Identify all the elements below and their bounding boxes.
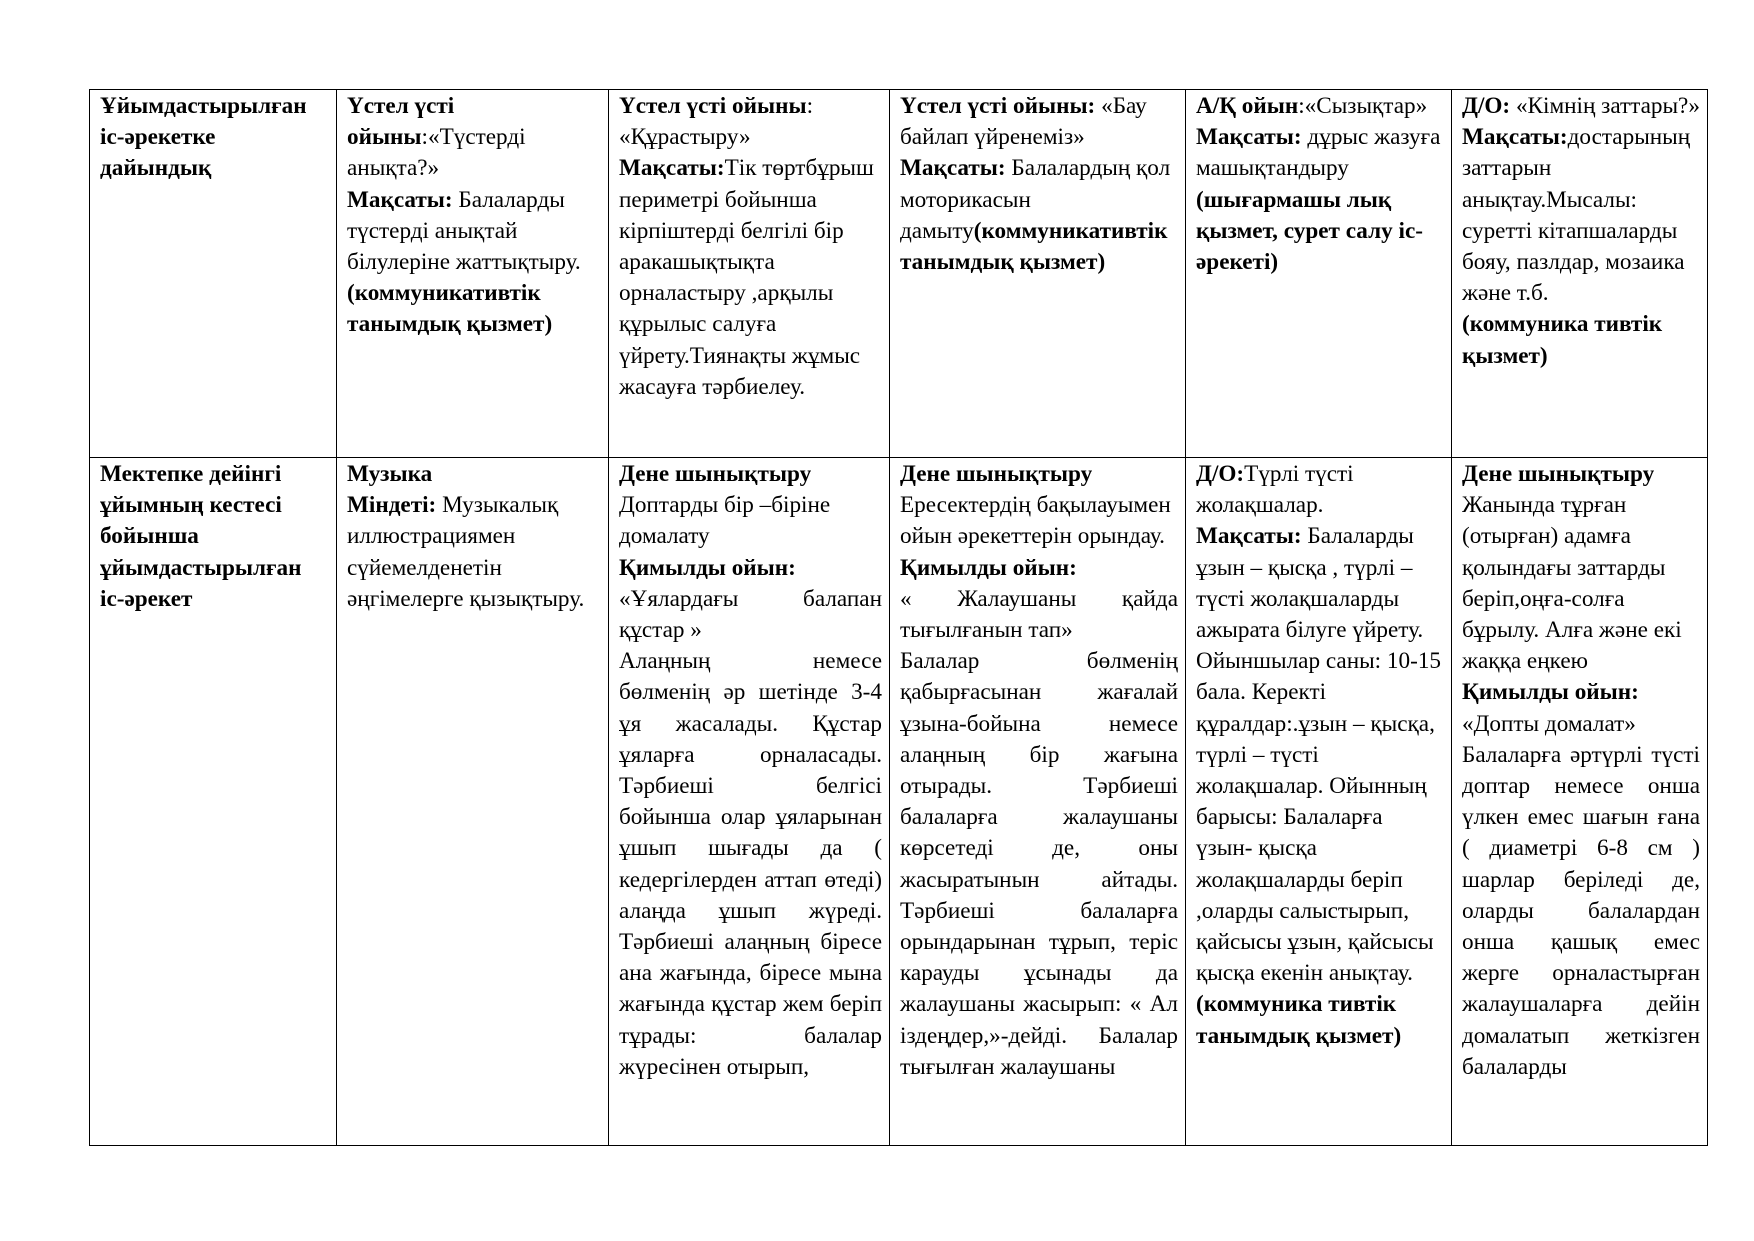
table-cell (1186, 458, 1452, 1146)
game-description: Алаңның немесе бөлменің әр шетінде 3-4 ұя жасалады. Құстар ұяларға орналасады. Тәрбиеші белгісі бойынша олар ұяларынан ұшып шығады да ( кедергілерден аттап өтеді) алаңда ұшып жүреді. Тәрбиеші алаңның біресе ана жағында, біресе мына жағында құстар жем беріп тұрады: балалар жүресінен отырып, (619, 648, 882, 1080)
cell-title-rest: «Бау байлап үйренеміз» (900, 93, 1147, 151)
activity-tag: (коммуникативтік танымдық қызмет) (347, 280, 553, 338)
table-cell (609, 458, 890, 1146)
cell-title: Үстел үсті ойыны (619, 93, 807, 119)
cell-title-rest: Түрлі түсті жолақшалар. (1196, 461, 1354, 519)
goal-text: Балаларды түстерді анықтай білулеріне жаттықтыру. (347, 186, 581, 276)
game-label: Қимылды ойын: (1462, 679, 1639, 706)
goal-label: Мақсаты: (1462, 124, 1568, 151)
cell-intro: Жанында тұрған (отырған) адамға қолындағы заттарды беріп,оңға-солға бұрылу. Алға және екі жаққа еңкею (1462, 492, 1682, 675)
cell-title: Үстел үсті ойыны: (900, 93, 1096, 119)
cell-title-rest: «Кімнің заттары?» (1510, 93, 1700, 119)
row-header: Ұйымдастырылған іс-әрекетке дайындық (90, 90, 337, 458)
goal-text: дұрыс жазуға машықтандыру (1196, 124, 1441, 182)
activity-tag: (коммуника тивтік танымдық қызмет) (1196, 991, 1402, 1049)
row-header: Мектепке дейінгі ұйымның кестесі бойынша ұйымдастырылған іс-әрекет (90, 458, 337, 1146)
table-cell (890, 458, 1186, 1146)
game-description: Балалар бөлменің қабырғасынан жағалай ұзына-бойына немесе алаңның бір жағына отырады. Тәрбиеші балаларға жалаушаны көрсетеді де, оны жасыратынын айтады. Тәрбиеші балаларға орындарынан тұрып, теріс карауды ұсынады да жалаушаны жасырып: « Ал іздеңдер,»-дейді. Балалар тығылған жалаушаны (900, 648, 1178, 1080)
activity-tag: (шығармашы лық қызмет, сурет салу іс-әрекеті) (1196, 186, 1423, 276)
game-label: Қимылды ойын: (619, 554, 796, 581)
goal-label: Мақсаты: (1196, 124, 1302, 151)
cell-title: Д/О: (1196, 461, 1245, 487)
activity-tag: (коммуникативтік танымдық қызмет) (900, 217, 1168, 276)
table-cell (890, 90, 1186, 458)
plan-table (89, 89, 1708, 1146)
table-cell (1186, 90, 1452, 458)
cell-title-rest: :«Сызықтар» (1298, 93, 1428, 119)
game-name: « Жалаушаны қайда тығылғанын тап» (900, 585, 1178, 644)
goal-text: Балалардың қол моторикасын дамыту (900, 155, 1171, 244)
cell-title: Дене шынықтыру (900, 461, 1093, 487)
cell-title-rest: :«Түстерді анықта?» (347, 124, 526, 182)
task-text: Музыкалық иллюстрациямен сүйемелденетін әңгімелерге қызықтыру. (347, 492, 585, 612)
goal-label: Мақсаты: (347, 186, 453, 213)
table-cell (1452, 90, 1708, 458)
cell-intro: Ересектердің бақылауымен ойын әрекеттерін орындау. (900, 492, 1171, 550)
goal-text: достарының заттарын анықтау.Мысалы: суретті кітапшаларды бояу, пазлдар, мозаика және т.б. (1462, 124, 1691, 307)
cell-title: Музыка (347, 461, 433, 487)
activity-tag: (коммуника тивтік қызмет) (1462, 311, 1663, 369)
goal-label: Мақсаты: (619, 155, 725, 182)
cell-title: Дене шынықтыру (619, 461, 812, 487)
table-row (90, 90, 1708, 458)
table-cell (1452, 458, 1708, 1146)
table-cell (609, 90, 890, 458)
game-label: Қимылды ойын: (900, 554, 1077, 581)
game-description: Балаларға әртүрлі түсті доптар немесе онша үлкен емес шағын ғана ( диаметрі 6-8 см ) шарлар беріледі де, оларды балалардан онша қашық емес жерге орналастырған жалаушаларға дейін домалатып жеткізген балаларды (1462, 741, 1700, 1080)
goal-label: Мақсаты: (900, 155, 1006, 182)
cell-intro: Доптарды бір –біріне домалату (619, 492, 831, 550)
cell-title: Үстел үсті ойыны (347, 93, 455, 151)
table-cell (337, 458, 609, 1146)
cell-title-rest: : «Құрастыру» (619, 93, 814, 151)
goal-label: Мақсаты: (1196, 523, 1302, 550)
table-row (90, 458, 1708, 1146)
cell-title: А/Қ ойын (1196, 93, 1299, 119)
game-name: «Допты домалат» (1462, 710, 1636, 737)
cell-title: Дене шынықтыру (1462, 461, 1655, 487)
game-name: «Ұялардағы балапан құстар » (619, 585, 882, 644)
task-label: Міндеті: (347, 492, 437, 519)
goal-text: Балаларды ұзын – қысқа , түрлі – түсті жолақшаларды ажырата білуге үйрету. Ойыншылар саны: 10-15 бала. Керекті құралдар:.ұзын – қысқа, түрлі – түсті жолақшалар. Ойынның барысы: Балаларға үзын- қысқа жолақшаларды беріп ,оларды салыстырып, қайсысы ұзын, қайсысы қысқа екенін анықтау. (1196, 523, 1442, 987)
cell-title: Д/О: (1462, 93, 1511, 119)
table-cell (337, 90, 609, 458)
goal-text: Тік төртбұрыш периметрі бойынша кірпіштерді белгілі бір аракашықтықта орналастыру ,арқылы құрылыс салуға үйрету.Тиянақты жұмыс жасауға тәрбиелеу. (619, 155, 874, 400)
